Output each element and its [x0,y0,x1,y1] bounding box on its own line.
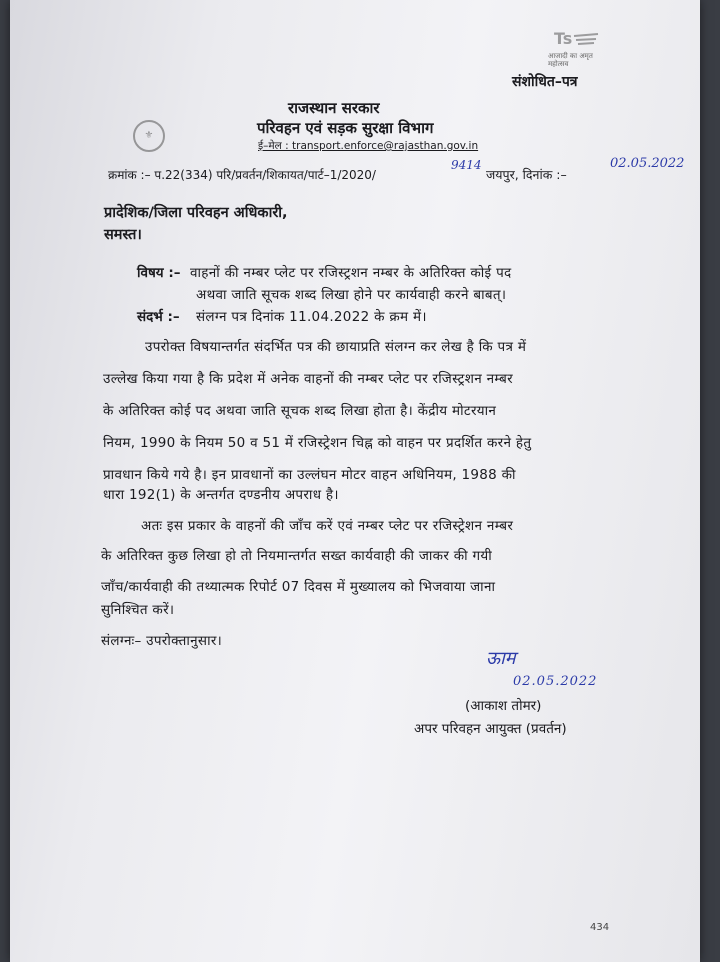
signatory-designation: अपर परिवहन आयुक्त (प्रवर्तन) [414,721,567,737]
enclosure-note: संलग्नः– उपरोक्तानुसार। [101,633,223,649]
signature-date: 02.05.2022 [513,674,598,689]
reference-label: संदर्भ :– [137,309,180,325]
body-line: जाँच/कार्यवाही की तथ्यात्मक रिपोर्ट 07 दिवस में मुख्यालय को भिजवाया जाना [101,579,496,595]
page-number: 434 [590,922,610,933]
government-name: राजस्थान सरकार [288,99,380,117]
body-line: अतः इस प्रकार के वाहनों की जाँच करें एवं नम्बर प्लेट पर रजिस्ट्रेशन नम्बर [141,518,514,534]
subject-line-1: वाहनों की नम्बर प्लेट पर रजिस्ट्रशन नम्बर के अतिरिक्त कोई पद [190,265,512,281]
body-line: धारा 192(1) के अन्तर्गत दण्डनीय अपराध है। [103,487,339,503]
reference-text: संलग्न पत्र दिनांक 11.04.2022 के क्रम में। [196,309,427,325]
body-line: के अतिरिक्त कोई पद अथवा जाति सूचक शब्द लिखा होता है। केंद्रीय मोटरयान [103,403,497,419]
place-date-label: जयपुर, दिनांक :– [486,167,567,182]
body-line: उपरोक्त विषयान्तर्गत संदर्भित पत्र की छायाप्रति संलग्न कर लेख है कि पत्र में [145,339,527,355]
department-name: परिवहन एवं सड़क सुरक्षा विभाग [257,119,434,137]
logo-caption: आजादी का अमृत महोत्सव [548,52,593,68]
signatory-name: (आकाश तोमर) [465,698,542,714]
addressee-line-2: समस्त। [104,227,142,243]
body-line: सुनिश्चित करें। [101,602,175,618]
signature-scribble: ऊाम [486,648,516,669]
letter-number-handwritten: 9414 [451,158,482,172]
department-email: ई–मेल : transport.enforce@rajasthan.gov.in [258,140,479,152]
addressee-line-1: प्रादेशिक/जिला परिवहन अधिकारी, [104,205,288,221]
state-emblem-icon: ⚜ [133,120,165,152]
letter-page [10,0,700,962]
body-line: उल्लेख किया गया है कि प्रदेश में अनेक वाहनों की नम्बर प्लेट पर रजिस्ट्रशन नम्बर [103,371,513,387]
date-handwritten: 02.05.2022 [610,156,685,171]
svg-text:Ts: Ts [554,29,573,48]
subject-label: विषय :– [137,265,181,281]
body-line: प्रावधान किये गये है। इन प्रावधानों का उल्लंघन मोटर वाहन अधिनियम, 1988 की [103,467,516,483]
revised-letter-label: संशोधित–पत्र [512,74,578,90]
letter-number: क्रमांक :– प.22(334) परि/प्रवर्तन/शिकायत/पार्ट–1/2020/ [108,168,376,182]
body-line: नियम, 1990 के नियम 50 व 51 में रजिस्ट्रेशन चिह्न को वाहन पर प्रदर्शित करने हेतु [103,435,532,451]
subject-line-2: अथवा जाति सूचक शब्द लिखा होने पर कार्यवाही करने बाबत्। [196,287,507,303]
body-line: के अतिरिक्त कुछ लिखा हो तो नियमान्तर्गत सख्त कार्यवाही की जाकर की गयी [101,548,493,564]
